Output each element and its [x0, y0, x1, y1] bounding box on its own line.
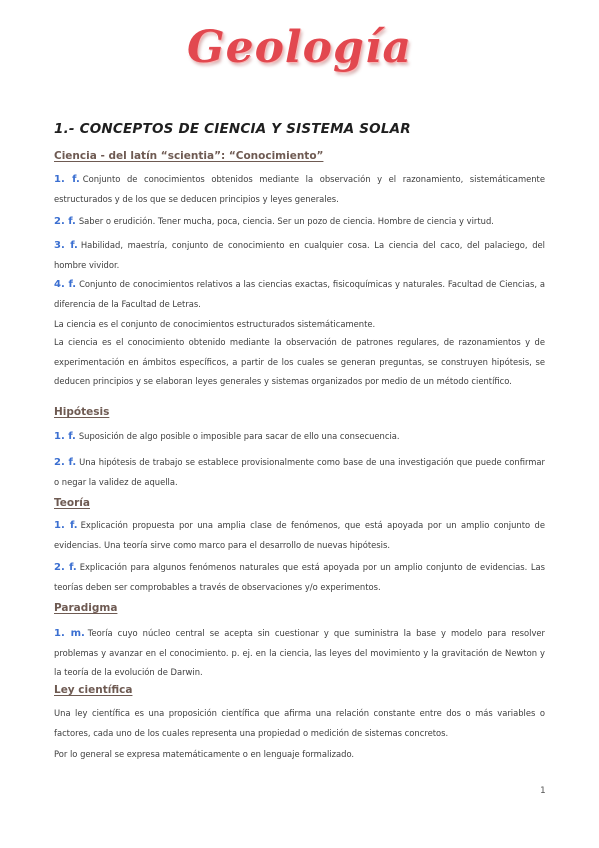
document-title: Geología: [187, 22, 412, 73]
heading-ley-cientifica: Ley científica: [54, 684, 133, 696]
ciencia-def-2: [54, 212, 545, 232]
def-number: 4. f.: [54, 279, 77, 290]
ciencia-def-4: [54, 275, 545, 314]
def-number: 2. f.: [54, 216, 76, 227]
def-number: 1. f.: [54, 174, 80, 185]
def-text: Habilidad, maestría, conjunto de conocimiento en cualquier cosa. La ciencia del caco, del palaciego, del hombre vividor.: [54, 240, 545, 270]
heading-hipotesis: Hipótesis: [54, 406, 110, 418]
def-number: 1. f.: [54, 431, 76, 442]
def-text: Conjunto de conocimientos relativos a las ciencias exactas, fisicoquímicas y naturales. Facultad de Ciencias, a diferencia de la Facultad de Letras.: [54, 279, 546, 309]
page-number: 1: [540, 786, 546, 796]
ciencia-def-3: [54, 236, 545, 275]
heading-paradigma: Paradigma: [54, 602, 118, 614]
def-text: Teoría cuyo núcleo central se acepta sin cuestionar y que suministra la base y modelo para resolver problemas y avanzar en el conocimiento. p. ej. en la ciencia, las leyes del movimiento y la gravitación de Newton y la teoría de la evolución de Darwin.: [54, 628, 545, 677]
def-number: 3. f.: [54, 240, 78, 251]
ciencia-summary: La ciencia es el conjunto de conocimientos estructurados sistemáticamente.: [54, 319, 376, 329]
hipotesis-def-1: [54, 427, 545, 447]
section-title: 1.- CONCEPTOS DE CIENCIA Y SISTEMA SOLAR: [54, 121, 411, 137]
ley-formalization: Por lo general se expresa matemáticamente o en lenguaje formalizado.: [54, 749, 355, 759]
def-number: 1. f.: [54, 520, 78, 531]
def-number: 1. m.: [54, 628, 85, 639]
def-text: Suposición de algo posible o imposible para sacar de ello una consecuencia.: [78, 431, 400, 441]
paradigma-def-1: [54, 624, 545, 683]
def-text: Conjunto de conocimientos obtenidos mediante la observación y el razonamiento, sistemáticamente estructurados y de los que se deducen principios y leyes generales.: [54, 174, 545, 204]
def-number: 2. f.: [54, 457, 77, 468]
teoria-def-1: [54, 516, 545, 555]
teoria-def-2: [54, 558, 545, 597]
heading-ciencia: Ciencia - del latín “scientia”: “Conocimiento”: [54, 150, 324, 162]
ciencia-def-1: [54, 170, 545, 209]
hipotesis-def-2: [54, 453, 545, 492]
heading-teoria: Teoría: [54, 497, 90, 509]
def-text: Saber o erudición. Tener mucha, poca, ciencia. Ser un pozo de ciencia. Hombre de ciencia y virtud.: [78, 216, 494, 226]
def-number: 2. f.: [54, 562, 77, 573]
ley-definition: Una ley científica es una proposición científica que afirma una relación constante entre dos o más variables o factores, cada uno de los cuales representa una propiedad o medición de sistemas concretos.: [54, 708, 545, 738]
def-text: Explicación para algunos fenómenos naturales que está apoyada por un amplio conjunto de evidencias. Las teorías deben ser comprobables a través de observaciones y/o experimentos.: [54, 562, 545, 592]
def-text: Explicación propuesta por una amplia clase de fenómenos, que está apoyada por un amplio conjunto de evidencias. Una teoría sirve como marco para el desarrollo de nuevas hipótesis.: [54, 520, 546, 550]
def-text: Una hipótesis de trabajo se establece provisionalmente como base de una investigación que puede confirmar o negar la validez de aquella.: [54, 457, 545, 487]
ciencia-explanation: La ciencia es el conocimiento obtenido mediante la observación de patrones regulares, de razonamientos y de experimentación en ámbitos específicos, a partir de los cuales se generan preguntas, se construyen hipótesis, se deducen principios y se elaboran leyes generales y sistemas organizados por medio de un método científico.: [54, 337, 545, 386]
